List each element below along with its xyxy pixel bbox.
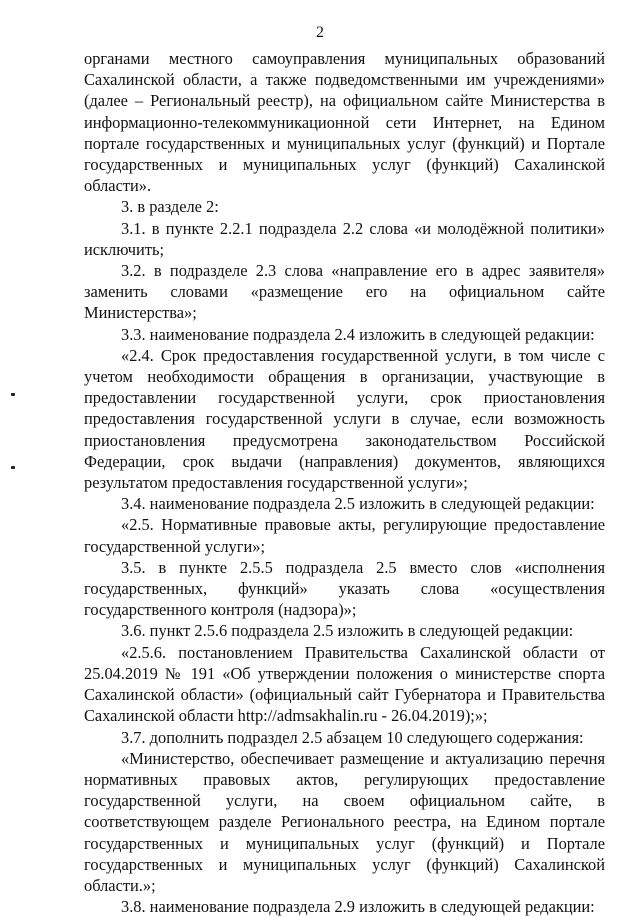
paragraph: 3. в разделе 2: [121,197,219,217]
paragraph: «2.5. Нормативные правовые акты, регулирующие предоставление государственной услуги»; [84,515,605,556]
paragraph: 3.7. дополнить подраздел 2.5 абзацем 10 следующего содержания: [121,727,584,747]
paragraph: 3.8. наименование подраздела 2.9 изложить в следующей редакции: [121,897,595,917]
paragraph: 3.6. пункт 2.5.6 подраздела 2.5 изложить в следующей редакции: [121,621,574,641]
paragraph: 3.1. в пункте 2.2.1 подраздела 2.2 слова «и молодёжной политики» исключить; [84,218,605,259]
paragraph: 3.2. в подразделе 2.3 слова «направление его в адрес заявителя» заменить словами «размещение его на официальном сайте Министерства»; [84,261,605,323]
scan-speck [11,466,15,469]
page-number: 2 [316,24,324,41]
scan-speck [11,393,15,396]
paragraph: 3.3. наименование подраздела 2.4 изложить в следующей редакции: [121,324,595,344]
paragraph: органами местного самоуправления муниципальных образований Сахалинской области, а также подведомственными им учреждениями» (далее – Региональный реестр), на официальном сайте Министерства в информационно-телекоммуникационной сети Интернет, на Едином портале государственных и муниципальных услуг (функций) и Портале государственных и муниципальных услуг (функций) Сахалинской области». [84,49,605,196]
paragraph: 3.4. наименование подраздела 2.5 изложить в следующей редакции: [121,494,595,514]
paragraph: «2.5.6. постановлением Правительства Сахалинской области от 25.04.2019 № 191 «Об утверждении положения о министерстве спорта Сахалинской области» (официальный сайт Губернатора и Правительства Сахалинской области http://admsakhalin.ru - 26.04.2019);»; [84,642,605,726]
document-body [84,48,605,917]
paragraph: 3.5. в пункте 2.5.5 подраздела 2.5 вместо слов «исполнения государственных, функций» указать слова «осуществления государственного контроля (надзора)»; [84,557,605,620]
paragraph: «2.4. Срок предоставления государственной услуги, в том числе с учетом необходимости обращения в организации, участвующие в предоставлении государственной услуги, срок приостановления предоставления государственной услуги в случае, если возможность приостановления предусмотрена законодательством Российской Федерации, срок выдачи (направления) документов, являющихся результатом предоставления государственной услуги»; [84,345,605,493]
paragraph: «Министерство, обеспечивает размещение и актуализацию перечня нормативных правовых актов, регулирующих предоставление государственной услуги, на своем официальном сайте, в соответствующем разделе Регионального реестра, на Едином портале государственных и муниципальных услуг (функций) и Портале государственных и муниципальных услуг (функций) Сахалинской области.»; [84,748,605,895]
